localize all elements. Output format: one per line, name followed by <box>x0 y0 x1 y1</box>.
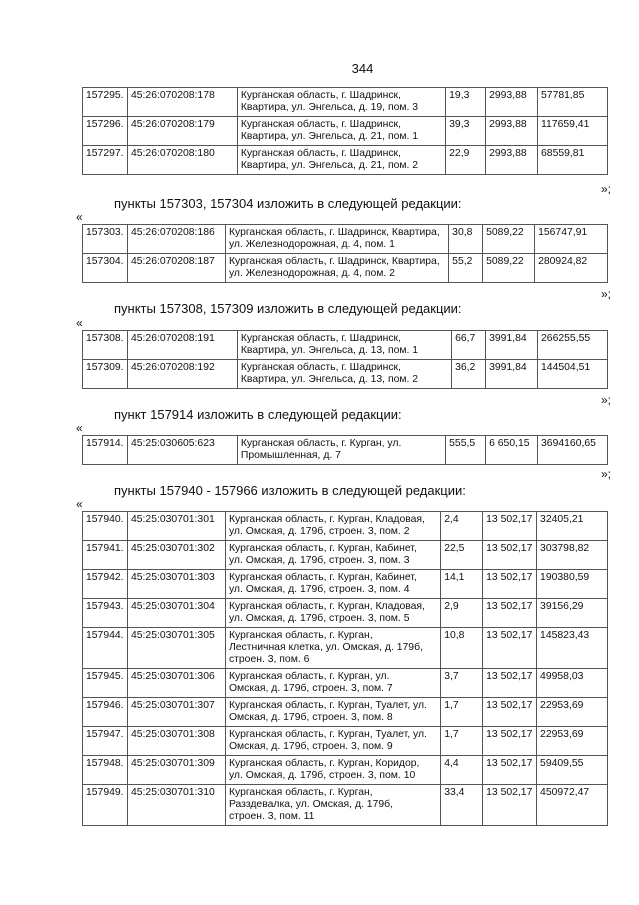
table-row <box>83 698 608 727</box>
address-line: ул. Омская, д. 179б, строен. 3, пом. 2 <box>228 526 410 537</box>
area-cell: 19,3 <box>446 88 486 117</box>
item-number-cell: 157946. <box>83 698 128 727</box>
cadastral-number-cell: 45:26:070208:191 <box>127 331 237 360</box>
value-cell: 39156,29 <box>537 599 608 628</box>
area-cell: 10,8 <box>441 628 483 669</box>
area-cell: 3,7 <box>441 669 483 698</box>
cadastral-number-cell: 45:26:070208:187 <box>127 254 225 283</box>
address-cell <box>237 117 445 146</box>
rate-cell: 13 502,17 <box>483 541 537 570</box>
page-number: 344 <box>351 61 374 76</box>
opening-quote: « <box>76 316 83 330</box>
cadastral-number-cell: 45:25:030701:306 <box>127 669 225 698</box>
area-cell: 33,4 <box>441 785 483 826</box>
item-number-cell: 157296. <box>83 117 128 146</box>
table-row <box>83 436 608 465</box>
area-cell: 14,1 <box>441 570 483 599</box>
value-cell: 22953,69 <box>537 727 608 756</box>
cadastral-number-cell: 45:25:030701:310 <box>127 785 225 826</box>
value-cell: 59409,55 <box>537 756 608 785</box>
address-line: ул. Железнодорожная, д. 4, пом. 1 <box>228 239 395 250</box>
opening-quote: « <box>76 210 83 224</box>
table-row <box>83 360 608 389</box>
address-line: Квартира, ул. Энгельса, д. 21, пом. 2 <box>240 160 419 171</box>
address-cell <box>225 698 440 727</box>
address-line: ул. Омская, д. 179б, строен. 3, пом. 10 <box>228 770 416 781</box>
cadastral-number-cell: 45:25:030701:307 <box>127 698 225 727</box>
item-number-cell: 157949. <box>83 785 128 826</box>
address-line: Курганская область, г. Шадринск, <box>240 90 401 101</box>
cadastral-number-cell: 45:25:030701:309 <box>127 756 225 785</box>
address-line: Омская, д. 179б, строен. 3, пом. 9 <box>228 741 393 752</box>
item-number-cell: 157914. <box>83 436 128 465</box>
value-cell: 156747,91 <box>535 225 608 254</box>
cadastral-number-cell: 45:25:030701:301 <box>127 512 225 541</box>
cadastral-number-cell: 45:25:030701:304 <box>127 599 225 628</box>
address-line: Курганская область, г. Курган, <box>228 787 373 798</box>
table-row <box>83 570 608 599</box>
table-row <box>83 512 608 541</box>
address-line: Курганская область, г. Курган, Кладовая, <box>228 514 425 525</box>
address-line: Курганская область, г. Курган, Туалет, ул. <box>228 700 427 711</box>
rate-cell: 2993,88 <box>486 146 538 175</box>
address-cell <box>225 225 448 254</box>
address-cell <box>225 727 440 756</box>
section-heading: пункты 157303, 157304 изложить в следующей редакции: <box>114 196 462 211</box>
address-cell <box>237 331 451 360</box>
table-row <box>83 541 608 570</box>
address-line: Омская, д. 179б, строен. 3, пом. 8 <box>228 712 393 723</box>
address-cell <box>225 669 440 698</box>
area-cell: 22,5 <box>441 541 483 570</box>
cadastral-number-cell: 45:25:030701:303 <box>127 570 225 599</box>
area-cell: 4,4 <box>441 756 483 785</box>
address-line: Лестничная клетка, ул. Омская, д. 179б, <box>228 642 423 653</box>
cadastral-number-cell: 45:25:030701:305 <box>127 628 225 669</box>
address-line: Курганская область, г. Курган, Туалет, ул. <box>228 729 427 740</box>
item-number-cell: 157945. <box>83 669 128 698</box>
address-line: Курганская область, г. Шадринск, Квартира, <box>228 256 440 267</box>
area-cell: 36,2 <box>452 360 486 389</box>
item-number-cell: 157303. <box>83 225 128 254</box>
closing-quote: »; <box>600 287 611 301</box>
registry-table-3 <box>82 330 608 389</box>
item-number-cell: 157304. <box>83 254 128 283</box>
value-cell: 266255,55 <box>538 331 608 360</box>
address-line: Курганская область, г. Курган, <box>228 630 373 641</box>
address-line: Курганская область, г. Курган, Коридор, <box>228 758 420 769</box>
address-line: Разздевалка, ул. Омская, д. 179б, <box>228 799 393 810</box>
address-line: Курганская область, г. Шадринск, <box>240 333 401 344</box>
item-number-cell: 157309. <box>83 360 128 389</box>
rate-cell: 6 650,15 <box>486 436 538 465</box>
table-row <box>83 785 608 826</box>
value-cell: 68559,81 <box>538 146 608 175</box>
section-heading: пункты 157308, 157309 изложить в следующей редакции: <box>114 301 462 316</box>
address-cell <box>225 599 440 628</box>
registry-table-2 <box>82 224 608 283</box>
area-cell: 2,4 <box>441 512 483 541</box>
rate-cell: 2993,88 <box>486 117 538 146</box>
value-cell: 32405,21 <box>537 512 608 541</box>
address-cell <box>237 88 445 117</box>
cadastral-number-cell: 45:25:030701:302 <box>127 541 225 570</box>
address-cell <box>225 541 440 570</box>
rate-cell: 13 502,17 <box>483 599 537 628</box>
area-cell: 1,7 <box>441 698 483 727</box>
rate-cell: 13 502,17 <box>483 512 537 541</box>
value-cell: 450972,47 <box>537 785 608 826</box>
item-number-cell: 157944. <box>83 628 128 669</box>
rate-cell: 13 502,17 <box>483 785 537 826</box>
item-number-cell: 157297. <box>83 146 128 175</box>
address-line: ул. Омская, д. 179б, строен. 3, пом. 4 <box>228 584 410 595</box>
cadastral-number-cell: 45:26:070208:192 <box>127 360 237 389</box>
table-row <box>83 117 608 146</box>
value-cell: 280924,82 <box>535 254 608 283</box>
address-cell <box>225 512 440 541</box>
cadastral-number-cell: 45:26:070208:180 <box>127 146 237 175</box>
address-cell <box>237 146 445 175</box>
item-number-cell: 157942. <box>83 570 128 599</box>
item-number-cell: 157941. <box>83 541 128 570</box>
address-line: Курганская область, г. Курган, ул. <box>240 438 402 449</box>
address-line: Курганская область, г. Шадринск, <box>240 119 401 130</box>
address-cell <box>225 756 440 785</box>
item-number-cell: 157940. <box>83 512 128 541</box>
cadastral-number-cell: 45:26:070208:178 <box>127 88 237 117</box>
area-cell: 1,7 <box>441 727 483 756</box>
value-cell: 22953,69 <box>537 698 608 727</box>
rate-cell: 13 502,17 <box>483 727 537 756</box>
table-row <box>83 254 608 283</box>
area-cell: 22,9 <box>446 146 486 175</box>
table-row <box>83 628 608 669</box>
item-number-cell: 157948. <box>83 756 128 785</box>
value-cell: 190380,59 <box>537 570 608 599</box>
value-cell: 145823,43 <box>537 628 608 669</box>
item-number-cell: 157947. <box>83 727 128 756</box>
cadastral-number-cell: 45:25:030605:623 <box>127 436 237 465</box>
rate-cell: 3991,84 <box>486 331 538 360</box>
address-line: Квартира, ул. Энгельса, д. 21, пом. 1 <box>240 131 419 142</box>
address-line: Омская, д. 179б, строен. 3, пом. 7 <box>228 683 393 694</box>
area-cell: 2,9 <box>441 599 483 628</box>
value-cell: 3694160,65 <box>538 436 608 465</box>
table-row <box>83 225 608 254</box>
closing-quote: »; <box>600 467 611 481</box>
cadastral-number-cell: 45:25:030701:308 <box>127 727 225 756</box>
area-cell: 66,7 <box>452 331 486 360</box>
address-line: строен. 3, пом. 6 <box>228 654 310 665</box>
rate-cell: 3991,84 <box>486 360 538 389</box>
rate-cell: 5089,22 <box>483 254 535 283</box>
address-line: Квартира, ул. Энгельса, д. 13, пом. 2 <box>240 374 419 385</box>
registry-table-1 <box>82 87 608 175</box>
area-cell: 39,3 <box>446 117 486 146</box>
address-line: Курганская область, г. Курган, ул. <box>228 671 390 682</box>
closing-quote: »; <box>600 182 611 196</box>
section-heading: пункты 157940 - 157966 изложить в следующей редакции: <box>114 483 466 498</box>
table-row <box>83 669 608 698</box>
registry-table-4 <box>82 435 608 465</box>
address-cell <box>237 360 451 389</box>
value-cell: 303798,82 <box>537 541 608 570</box>
section-heading: пункт 157914 изложить в следующей редакции: <box>114 407 402 422</box>
rate-cell: 13 502,17 <box>483 669 537 698</box>
address-line: ул. Железнодорожная, д. 4, пом. 2 <box>228 268 395 279</box>
rate-cell: 13 502,17 <box>483 628 537 669</box>
value-cell: 49958,03 <box>537 669 608 698</box>
value-cell: 144504,51 <box>538 360 608 389</box>
address-line: Курганская область, г. Шадринск, Квартира, <box>228 227 440 238</box>
opening-quote: « <box>76 497 83 511</box>
area-cell: 30,8 <box>449 225 483 254</box>
address-cell <box>225 628 440 669</box>
table-row <box>83 599 608 628</box>
address-line: Промышленная, д. 7 <box>240 450 341 461</box>
value-cell: 117659,41 <box>538 117 608 146</box>
address-cell <box>225 570 440 599</box>
item-number-cell: 157308. <box>83 331 128 360</box>
address-line: Курганская область, г. Курган, Кладовая, <box>228 601 425 612</box>
address-cell <box>225 254 448 283</box>
address-cell <box>225 785 440 826</box>
address-line: строен. 3, пом. 11 <box>228 811 315 822</box>
table-row <box>83 756 608 785</box>
cadastral-number-cell: 45:26:070208:186 <box>127 225 225 254</box>
item-number-cell: 157943. <box>83 599 128 628</box>
rate-cell: 2993,88 <box>486 88 538 117</box>
address-line: Курганская область, г. Шадринск, <box>240 362 401 373</box>
value-cell: 57781,85 <box>538 88 608 117</box>
address-line: Курганская область, г. Курган, Кабинет, <box>228 543 417 554</box>
address-line: Квартира, ул. Энгельса, д. 19, пом. 3 <box>240 102 419 113</box>
rate-cell: 13 502,17 <box>483 570 537 599</box>
area-cell: 55,2 <box>449 254 483 283</box>
table-row <box>83 88 608 117</box>
item-number-cell: 157295. <box>83 88 128 117</box>
table-row <box>83 727 608 756</box>
rate-cell: 5089,22 <box>483 225 535 254</box>
rate-cell: 13 502,17 <box>483 698 537 727</box>
closing-quote: »; <box>600 393 611 407</box>
table-row <box>83 146 608 175</box>
address-line: Курганская область, г. Курган, Кабинет, <box>228 572 417 583</box>
address-line: ул. Омская, д. 179б, строен. 3, пом. 3 <box>228 555 410 566</box>
opening-quote: « <box>76 421 83 435</box>
address-line: Курганская область, г. Шадринск, <box>240 148 401 159</box>
address-line: ул. Омская, д. 179б, строен. 3, пом. 5 <box>228 613 410 624</box>
address-cell <box>237 436 445 465</box>
rate-cell: 13 502,17 <box>483 756 537 785</box>
registry-table-5 <box>82 511 608 826</box>
area-cell: 555,5 <box>446 436 486 465</box>
address-line: Квартира, ул. Энгельса, д. 13, пом. 1 <box>240 345 419 356</box>
cadastral-number-cell: 45:26:070208:179 <box>127 117 237 146</box>
table-row <box>83 331 608 360</box>
